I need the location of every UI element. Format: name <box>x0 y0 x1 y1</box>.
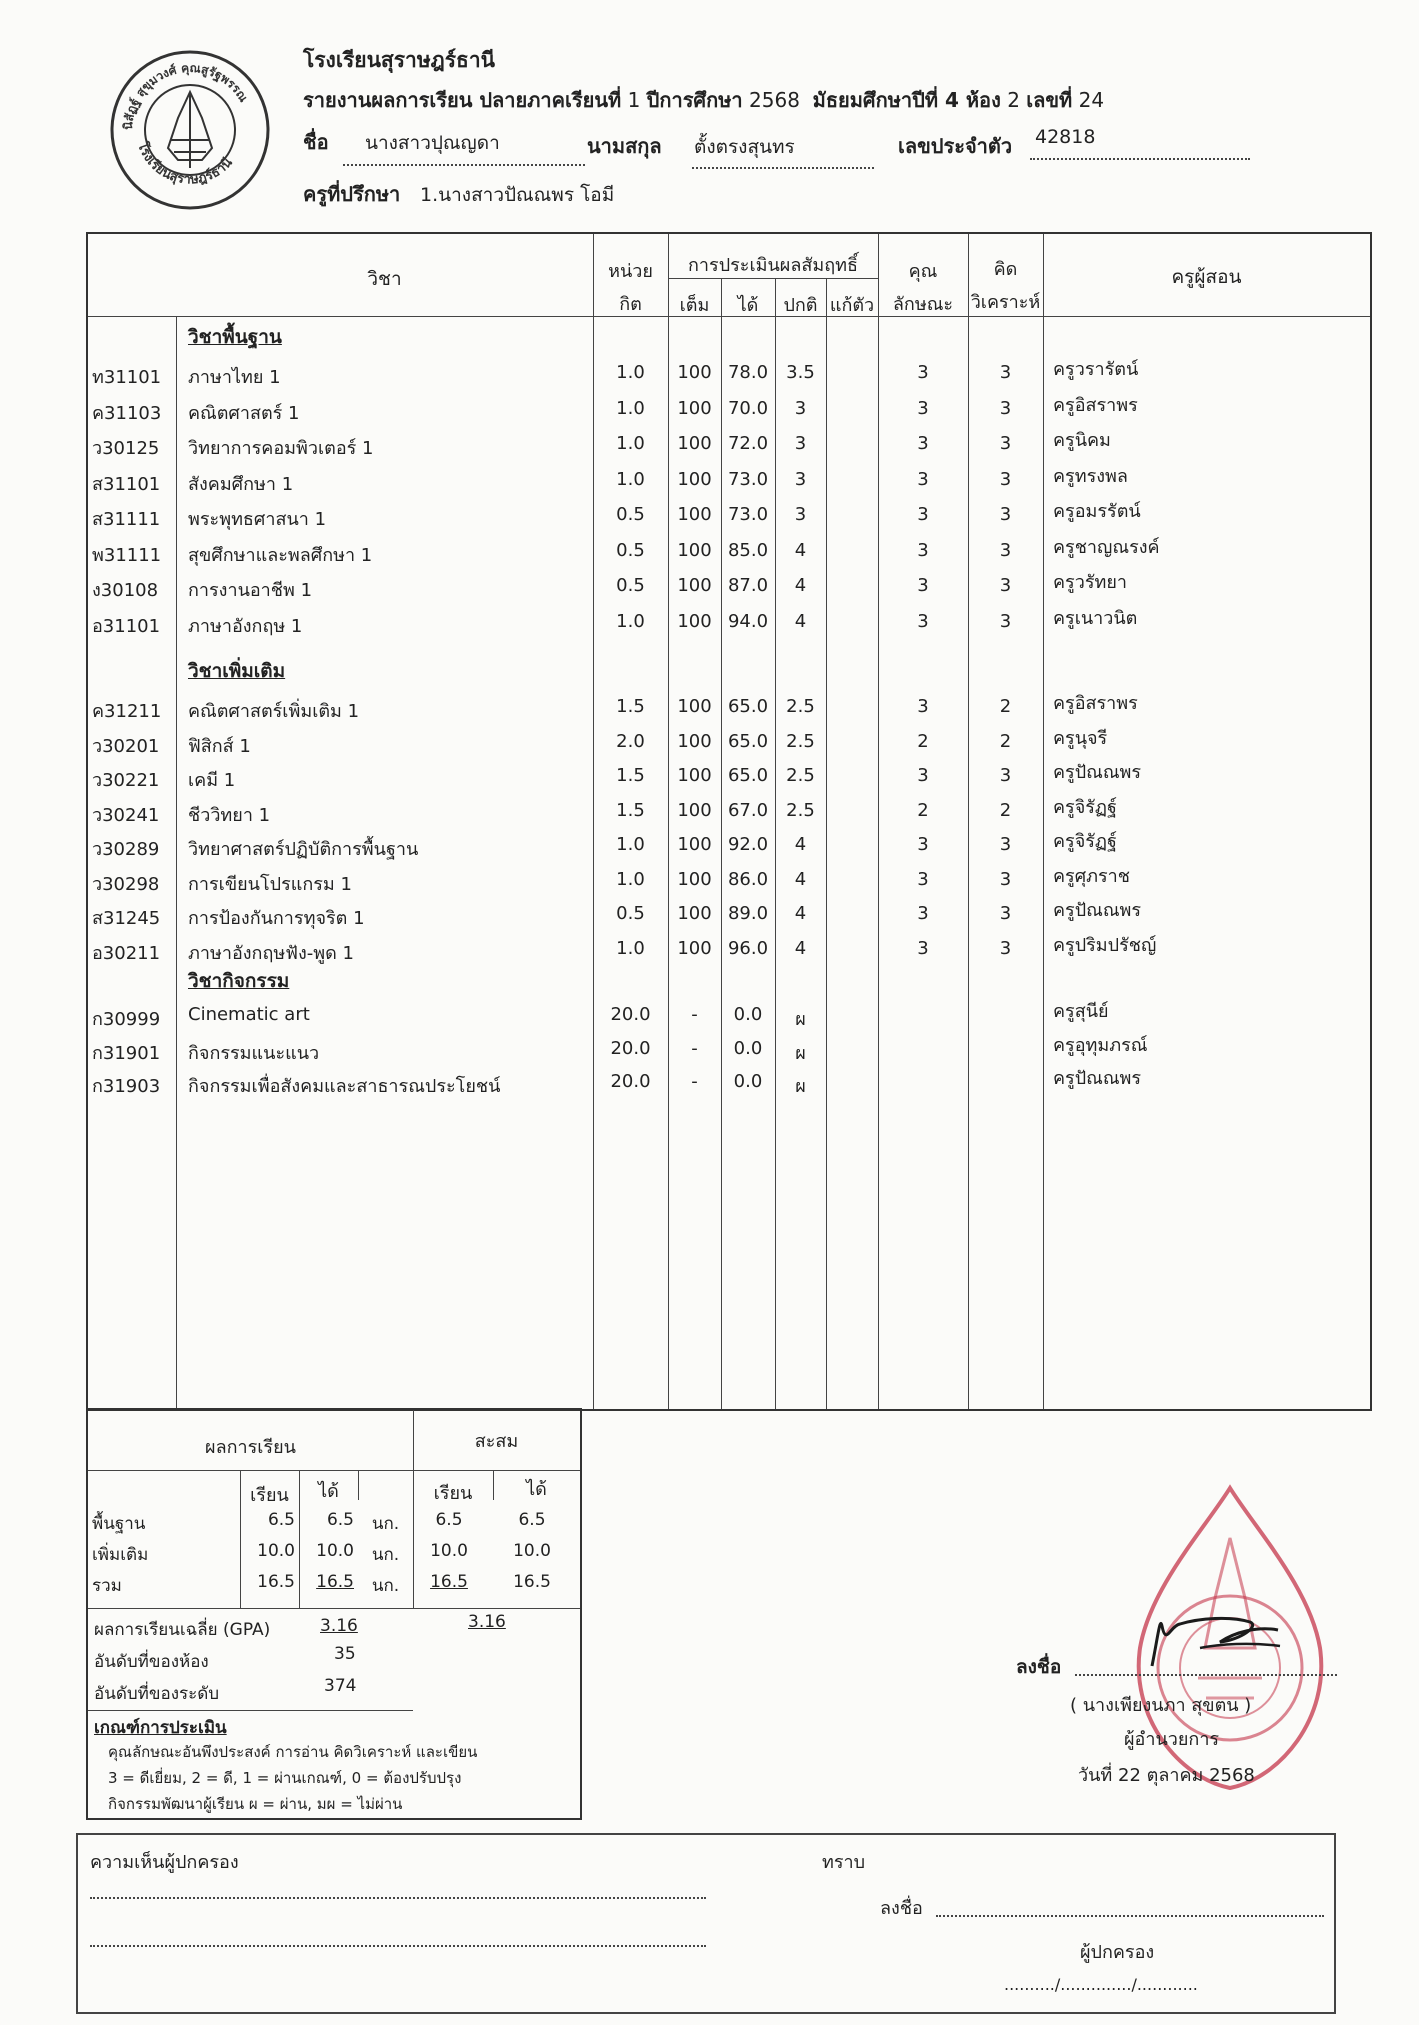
header-subject: วิชา <box>367 268 402 290</box>
grades-table <box>86 232 1372 1411</box>
cell-moral: 3 <box>917 868 929 890</box>
table-row <box>88 826 1370 860</box>
principal-position: ผู้อำนวยการ <box>1124 1729 1220 1750</box>
level-label: มัธยมศึกษาปีที่ 4 ห้อง <box>812 88 1001 112</box>
summary-acc-study: 16.5 <box>430 1572 468 1592</box>
principal-name: ( นางเพียงนภา สุขตน ) <box>1070 1695 1252 1716</box>
cell-code: ว30221 <box>92 770 160 791</box>
cell-full: - <box>691 1071 698 1092</box>
cell-full: 100 <box>677 397 712 419</box>
cell-moral: 2 <box>917 799 929 821</box>
cell-code: ท31101 <box>92 367 162 388</box>
surname-label: นามสกุล <box>587 134 662 158</box>
cell-grade: 3 <box>794 468 807 490</box>
cell-think: 3 <box>999 834 1012 855</box>
semester: 1 <box>627 88 641 112</box>
header-normal: ปกติ <box>783 295 818 316</box>
school-name: โรงเรียนสุราษฎร์ธานี <box>303 48 496 72</box>
cell-teacher: ครูชาญณรงค์ <box>1053 536 1160 558</box>
cell-credit: 0.5 <box>616 903 645 924</box>
summary-got: 6.5 <box>326 1510 354 1530</box>
cell-moral: 3 <box>917 468 929 490</box>
cell-score: 72.0 <box>727 433 769 454</box>
table-row <box>88 1030 1370 1064</box>
cell-teacher: ครูทรงพล <box>1053 465 1128 487</box>
cell-grade: 3 <box>794 397 807 419</box>
cell-score: 89.0 <box>727 903 769 924</box>
cell-moral: 3 <box>917 539 929 561</box>
cell-full: - <box>691 1037 698 1059</box>
table-row <box>88 354 1370 388</box>
parent-opinion-label: ความเห็นผู้ปกครอง <box>90 1852 239 1873</box>
cell-teacher: ครูจิรัฏฐ์ <box>1053 796 1117 818</box>
student-number: 24 <box>1078 88 1105 112</box>
cell-credit: 1.0 <box>616 397 645 419</box>
parent-date-slots: ........../............../............ <box>1004 1975 1198 1994</box>
cell-name: ภาษาอังกฤษฟัง-พูด 1 <box>188 942 354 964</box>
cell-teacher: ครูนุจรี <box>1053 727 1108 749</box>
student-surname: ตั้งตรงสุนทร <box>694 136 795 158</box>
cell-credit: 1.0 <box>616 610 645 632</box>
summary-row <box>88 1572 580 1602</box>
seal-text-bottom: โรงเรียนสุราษฎร์ธานี <box>134 140 236 188</box>
cell-code: ง30108 <box>92 580 159 601</box>
cell-moral: 3 <box>917 765 929 786</box>
sum-line-1 <box>88 1470 580 1471</box>
cell-name: การงานอาชีพ 1 <box>188 580 313 601</box>
cell-teacher: ครูเนาวนิต <box>1053 607 1138 629</box>
cell-code: ว30298 <box>92 873 160 895</box>
cell-code: ส31111 <box>92 509 161 530</box>
cell-think: 2 <box>999 696 1012 717</box>
cell-full: 100 <box>677 610 712 632</box>
cell-credit: 20.0 <box>610 1004 651 1025</box>
cell-full: 100 <box>677 937 712 959</box>
report-date: วันที่ 22 ตุลาคม 2568 <box>1078 1765 1255 1786</box>
sum-acc-got-label: ได้ <box>526 1479 547 1500</box>
cell-score: 65.0 <box>727 696 769 717</box>
cell-think: 3 <box>999 468 1012 490</box>
cell-code: ก31903 <box>92 1076 161 1097</box>
id-underline <box>1030 158 1250 160</box>
cell-teacher: ครูปัณณพร <box>1053 900 1142 921</box>
header-retake: แก้ตัว <box>829 295 875 316</box>
parent-sign-label: ลงชื่อ <box>880 1898 923 1919</box>
cell-name: ภาษาอังกฤษ 1 <box>188 615 303 637</box>
header-got: ได้ <box>737 295 759 316</box>
parent-title: ผู้ปกครอง <box>1080 1942 1155 1963</box>
table-row <box>88 996 1370 1030</box>
cell-teacher: ครูจิรัฏฐ์ <box>1053 831 1117 852</box>
cell-code: ว30241 <box>92 804 160 826</box>
cell-grade: 4 <box>794 610 807 632</box>
table-row <box>88 895 1370 929</box>
rank-room-value: 35 <box>334 1644 356 1664</box>
number-label: เลขที่ <box>1026 88 1073 112</box>
parent-section <box>76 1833 1336 2014</box>
criteria-title: เกณฑ์การประเมิน <box>94 1718 227 1738</box>
cell-full: 100 <box>677 765 712 786</box>
table-row <box>88 532 1370 566</box>
cell-think: 2 <box>999 799 1012 821</box>
table-row <box>88 723 1370 757</box>
cell-name: เคมี 1 <box>188 770 236 791</box>
cell-think: 3 <box>999 765 1012 786</box>
cell-score: 65.0 <box>727 730 769 752</box>
advisor-name: 1.นางสาวปัณณพร โอมี <box>420 184 615 206</box>
opinion-line-1 <box>90 1897 706 1899</box>
cell-full: 100 <box>677 362 712 383</box>
cell-grade: 4 <box>794 903 807 924</box>
summary-label: พื้นฐาน <box>92 1514 146 1534</box>
cell-code: ส31101 <box>92 473 161 495</box>
table-row <box>88 930 1370 964</box>
cell-moral: 3 <box>917 397 929 419</box>
cell-think: 2 <box>999 730 1012 752</box>
summary-acc-study: 10.0 <box>430 1541 468 1561</box>
cell-moral: 3 <box>917 610 929 632</box>
table-row <box>88 390 1370 424</box>
sum-line-3 <box>88 1710 413 1711</box>
cell-full: 100 <box>677 468 712 490</box>
cell-full: 100 <box>677 433 712 454</box>
student-name: นางสาวปุณญดา <box>365 132 500 154</box>
cell-think: 3 <box>999 433 1012 454</box>
cell-score: 0.0 <box>733 1004 763 1025</box>
summary-box <box>86 1408 582 1820</box>
cell-moral: 3 <box>917 575 929 596</box>
cell-credit: 0.5 <box>616 539 645 561</box>
room: 2 <box>1007 88 1020 112</box>
criteria-line-3: กิจกรรมพัฒนาผู้เรียน ผ = ผ่าน, มผ = ไม่ผ่าน <box>108 1795 403 1813</box>
name-underline <box>343 164 585 166</box>
summary-unit: นก. <box>371 1576 400 1596</box>
svg-text:โรงเรียนสุราษฎร์ธานี <box>134 139 236 188</box>
summary-acc-got: 6.5 <box>518 1510 546 1530</box>
cell-name: Cinematic art <box>188 1004 310 1025</box>
cell-full: 100 <box>677 539 712 561</box>
cell-code: พ31111 <box>92 544 162 566</box>
cell-moral: 3 <box>917 362 929 383</box>
header-think-2: วิเคราะห์ <box>970 292 1041 313</box>
cell-score: 86.0 <box>727 868 769 890</box>
summary-row <box>88 1510 580 1540</box>
cell-credit: 1.0 <box>616 868 645 890</box>
cell-grade: 2.5 <box>786 730 815 752</box>
cell-code: ส31245 <box>92 908 161 929</box>
summary-got: 10.0 <box>316 1541 354 1561</box>
cell-code: ก30999 <box>92 1009 161 1030</box>
parent-sign-line <box>936 1915 1324 1917</box>
cell-teacher: ครูนิคม <box>1053 430 1111 451</box>
cell-credit: 20.0 <box>610 1037 651 1059</box>
cell-teacher: ครูวรัทยา <box>1053 572 1128 593</box>
cell-score: 96.0 <box>727 937 769 959</box>
summary-unit: นก. <box>371 1514 400 1534</box>
sum-line-2 <box>88 1608 580 1609</box>
summary-acc-got: 16.5 <box>513 1572 551 1592</box>
cell-teacher: ครูอมรรัตน์ <box>1053 501 1141 522</box>
cell-full: 100 <box>677 868 712 890</box>
cell-full: 100 <box>677 575 712 596</box>
summary-acc-got: 10.0 <box>513 1541 551 1561</box>
name-label: ชื่อ <box>303 130 329 154</box>
cell-grade: 4 <box>794 539 807 561</box>
cell-score: 73.0 <box>727 504 769 525</box>
cell-teacher: ครูสุนีย์ <box>1053 1001 1109 1022</box>
cell-moral: 2 <box>917 730 929 752</box>
cell-grade: 3.5 <box>786 362 815 383</box>
cell-name: การเขียนโปรแกรม 1 <box>188 873 352 895</box>
cell-teacher: ครูศุภราช <box>1053 865 1130 887</box>
cell-name: พระพุทธศาสนา 1 <box>188 509 327 530</box>
acknowledged-label: ทราบ <box>822 1852 866 1873</box>
cell-think: 3 <box>999 868 1012 890</box>
advisor-label: ครูที่ปรึกษา <box>303 182 401 206</box>
sum-accum-label: สะสม <box>474 1431 519 1452</box>
cell-name: การป้องกันการทุจริต 1 <box>188 908 365 929</box>
table-row <box>88 757 1370 791</box>
header-teacher: ครูผู้สอน <box>1171 266 1242 288</box>
cell-moral: 3 <box>917 433 929 454</box>
report-title: รายงานผลการเรียน ปลายภาคเรียนที่ <box>303 88 622 112</box>
cell-moral: 3 <box>917 937 929 959</box>
cell-full: - <box>691 1004 698 1025</box>
cell-score: 65.0 <box>727 765 769 786</box>
table-row <box>88 603 1370 637</box>
cell-teacher: ครูอุทุมภรณ์ <box>1053 1034 1148 1056</box>
acc-gpa-value: 3.16 <box>468 1612 506 1632</box>
cell-think: 3 <box>999 397 1012 419</box>
report-title-line <box>303 84 1104 116</box>
summary-got: 16.5 <box>316 1572 354 1592</box>
student-id: 42818 <box>1035 126 1096 148</box>
criteria-line-2: 3 = ดีเยี่ยม, 2 = ดี, 1 = ผ่านเกณฑ์, 0 = ต้องปรับปรุง <box>108 1769 462 1787</box>
summary-study: 10.0 <box>257 1541 295 1561</box>
cell-name: ภาษาไทย 1 <box>188 367 281 388</box>
cell-code: ว30289 <box>92 839 160 860</box>
principal-signature <box>1140 1596 1290 1676</box>
cell-credit: 1.0 <box>616 362 645 383</box>
cell-score: 70.0 <box>727 397 769 419</box>
cell-think: 3 <box>999 362 1012 383</box>
cell-code: อ30211 <box>92 942 161 964</box>
cell-think: 3 <box>999 937 1012 959</box>
cell-score: 92.0 <box>727 834 769 855</box>
cell-full: 100 <box>677 504 712 525</box>
cell-name: สังคมศึกษา 1 <box>188 473 294 495</box>
cell-full: 100 <box>677 696 712 717</box>
cell-grade: ผ <box>795 1009 806 1030</box>
cell-grade: 2.5 <box>786 799 815 821</box>
cell-full: 100 <box>677 799 712 821</box>
cell-credit: 1.0 <box>616 834 645 855</box>
table-row <box>88 496 1370 530</box>
header-credit-2: กิต <box>619 294 642 315</box>
cell-think: 3 <box>999 504 1012 525</box>
rank-room-label: อันดับที่ของห้อง <box>94 1652 209 1672</box>
table-row <box>88 567 1370 601</box>
cell-credit: 1.0 <box>616 937 645 959</box>
cell-moral: 3 <box>917 834 929 855</box>
table-row <box>88 461 1370 495</box>
cell-score: 0.0 <box>733 1071 763 1092</box>
cell-name: ฟิสิกส์ 1 <box>188 735 251 757</box>
cell-code: อ31101 <box>92 615 161 637</box>
cell-grade: 3 <box>794 504 807 525</box>
cell-credit: 0.5 <box>616 504 645 525</box>
seal-text-top: นิสัฏฐ์ สุขุมวงศ์ คุณสูรัฐพรรณ <box>120 60 251 131</box>
cell-code: ค31211 <box>92 701 162 722</box>
rank-level-label: อันดับที่ของระดับ <box>94 1684 220 1704</box>
table-row <box>88 688 1370 722</box>
table-row <box>88 1063 1370 1097</box>
cell-credit: 1.5 <box>616 799 645 821</box>
cell-name: กิจกรรมแนะแนว <box>188 1042 320 1064</box>
cell-full: 100 <box>677 730 712 752</box>
sum-result-label: ผลการเรียน <box>205 1437 296 1458</box>
section-basic: วิชาพื้นฐาน <box>188 326 282 348</box>
cell-score: 67.0 <box>727 799 769 821</box>
sum-got-label: ได้ <box>318 1481 339 1502</box>
summary-unit: นก. <box>371 1545 400 1565</box>
sum-divider-c <box>358 1470 359 1500</box>
cell-credit: 1.0 <box>616 433 645 454</box>
cell-name: คณิตศาสตร์เพิ่มเติม 1 <box>188 701 360 722</box>
gpa-value: 3.16 <box>320 1616 358 1636</box>
header-moral-1: คุณ <box>908 261 938 282</box>
cell-moral: 3 <box>917 696 929 717</box>
cell-credit: 1.5 <box>616 696 645 717</box>
header-moral-2: ลักษณะ <box>892 294 954 315</box>
summary-study: 16.5 <box>257 1572 295 1592</box>
cell-code: ค31103 <box>92 402 162 424</box>
cell-teacher: ครูปัณณพร <box>1053 762 1142 783</box>
cell-think: 3 <box>999 575 1012 596</box>
section-activity: วิชากิจกรรม <box>188 970 290 992</box>
principal-sign-label: ลงชื่อ <box>1016 1656 1062 1678</box>
cell-grade: 4 <box>794 575 807 596</box>
year-label: ปีการศึกษา <box>646 88 743 112</box>
table-row <box>88 861 1370 895</box>
cell-score: 87.0 <box>727 575 769 596</box>
cell-think: 3 <box>999 610 1012 632</box>
cell-code: ว30201 <box>92 735 160 757</box>
cell-teacher: ครูปริมปรัชญ์ <box>1053 934 1157 956</box>
criteria-line-1: คุณลักษณะอันพึงประสงค์ การอ่าน คิดวิเคราะห์ และเขียน <box>108 1743 478 1761</box>
summary-label: เพิ่มเติม <box>92 1545 149 1565</box>
cell-name: ชีววิทยา 1 <box>188 804 271 826</box>
cell-moral: 3 <box>917 903 929 924</box>
summary-label: รวม <box>92 1576 122 1596</box>
cell-credit: 0.5 <box>616 575 645 596</box>
cell-teacher: ครูวรารัตน์ <box>1053 359 1139 380</box>
cell-credit: 1.5 <box>616 765 645 786</box>
cell-grade: 4 <box>794 937 807 959</box>
opinion-line-2 <box>90 1945 706 1947</box>
cell-score: 0.0 <box>733 1037 763 1059</box>
cell-grade: ผ <box>795 1076 806 1097</box>
cell-moral: 3 <box>917 504 929 525</box>
cell-grade: ผ <box>795 1042 806 1064</box>
cell-teacher: ครูปัณณพร <box>1053 1068 1142 1089</box>
year: 2568 <box>749 88 800 112</box>
cell-score: 73.0 <box>727 468 769 490</box>
sum-acc-study-label: เรียน <box>433 1483 473 1504</box>
table-row <box>88 425 1370 459</box>
cell-score: 94.0 <box>727 610 769 632</box>
cell-name: สุขศึกษาและพลศึกษา 1 <box>188 544 373 566</box>
cell-score: 78.0 <box>727 362 769 383</box>
cell-name: วิทยาศาสตร์ปฏิบัติการพื้นฐาน <box>188 839 419 860</box>
cell-name: วิทยาการคอมพิวเตอร์ 1 <box>188 438 374 459</box>
cell-grade: 2.5 <box>786 765 815 786</box>
cell-think: 3 <box>999 903 1012 924</box>
cell-full: 100 <box>677 903 712 924</box>
header-assessment: การประเมินผลสัมฤทธิ์ <box>688 255 858 276</box>
cell-code: ก31901 <box>92 1042 161 1064</box>
header-full: เต็ม <box>679 295 710 316</box>
cell-grade: 4 <box>794 868 807 890</box>
cell-name: กิจกรรมเพื่อสังคมและสาธารณประโยชน์ <box>188 1076 501 1097</box>
cell-grade: 3 <box>794 433 807 454</box>
table-row <box>88 792 1370 826</box>
surname-underline <box>692 167 874 169</box>
header-think-1: คิด <box>993 259 1018 280</box>
cell-score: 85.0 <box>727 539 769 561</box>
header-credit-1: หน่วย <box>608 261 653 282</box>
cell-teacher: ครูอิสราพร <box>1053 394 1138 416</box>
cell-grade: 4 <box>794 834 807 855</box>
section-additional: วิชาเพิ่มเติม <box>188 660 286 682</box>
school-seal <box>108 48 272 212</box>
cell-grade: 2.5 <box>786 696 815 717</box>
cell-teacher: ครูอิสราพร <box>1053 693 1138 714</box>
gpa-label: ผลการเรียนเฉลี่ย (GPA) <box>94 1620 271 1640</box>
summary-row <box>88 1541 580 1571</box>
summary-study: 6.5 <box>267 1510 295 1530</box>
cell-name: คณิตศาสตร์ 1 <box>188 402 300 424</box>
rank-level-value: 374 <box>324 1676 357 1696</box>
cell-code: ว30125 <box>92 438 160 459</box>
cell-full: 100 <box>677 834 712 855</box>
sum-study-label: เรียน <box>250 1485 289 1506</box>
id-label: เลขประจำตัว <box>898 134 1013 158</box>
cell-credit: 20.0 <box>610 1071 651 1092</box>
cell-credit: 1.0 <box>616 468 645 490</box>
summary-acc-study: 6.5 <box>435 1510 463 1530</box>
cell-think: 3 <box>999 539 1012 561</box>
cell-credit: 2.0 <box>616 730 645 752</box>
